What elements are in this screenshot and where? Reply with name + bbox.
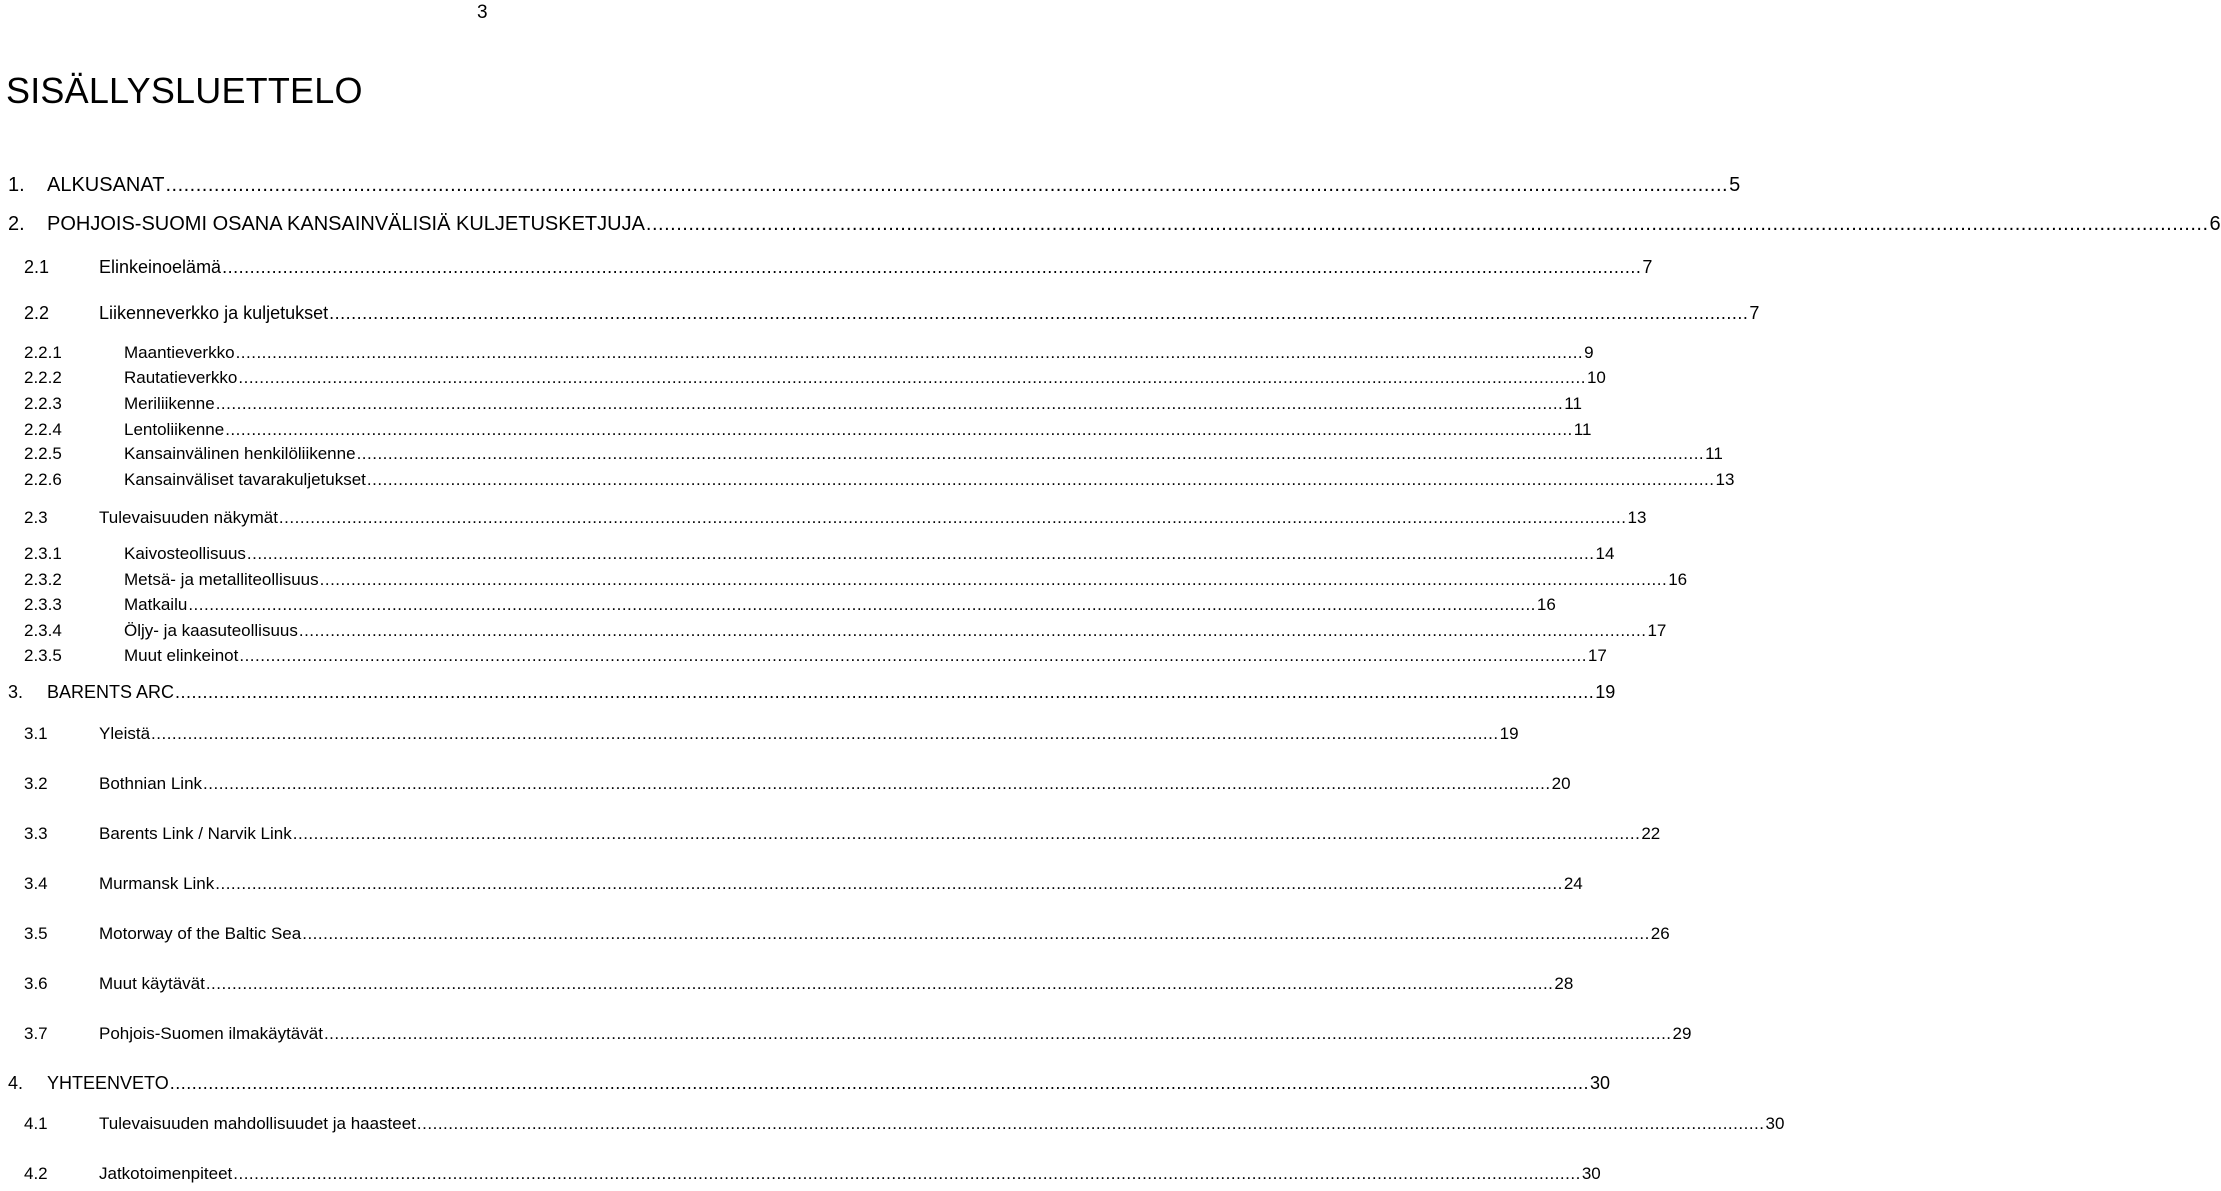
toc-entry[interactable] [0, 1164, 1601, 1188]
toc-entry[interactable] [0, 544, 1615, 568]
toc-leader-dots: .................................................................................................................................................................................................................................................................. [235, 343, 1584, 362]
toc-entry-number: 2.2.6 [24, 470, 62, 489]
toc-entry-number: 3.2 [24, 774, 48, 793]
toc-entry-number: 2.2.2 [24, 368, 62, 387]
toc-entry-number: 2.2.1 [24, 343, 62, 362]
toc-leader-dots: .................................................................................................................................................................................................................................................................. [298, 621, 1647, 640]
toc-leader-dots: .................................................................................................................................................................................................................................................................. [416, 1114, 1765, 1133]
toc-leader-dots: .................................................................................................................................................................................................................................................................. [205, 974, 1554, 993]
toc-entry-page: 30 [1765, 1114, 1785, 1133]
toc-entry-page: 17 [1587, 646, 1607, 665]
toc-entry[interactable] [0, 420, 1592, 444]
toc-leader-dots: .................................................................................................................................................................................................................................................................. [246, 544, 1595, 563]
toc-entry-page: 16 [1668, 570, 1688, 589]
toc-entry-number: 2.3.3 [24, 595, 62, 614]
toc-entry-number: 3.4 [24, 874, 48, 893]
toc-entry-number: 2.3.5 [24, 646, 62, 665]
toc-entry-label: Kansainvälinen henkilöliikenne [124, 444, 356, 463]
toc-entry[interactable] [0, 368, 1606, 392]
toc-entry-number: 3.6 [24, 974, 48, 993]
toc-entry-label: Rautatieverkko [124, 368, 238, 387]
toc-entry[interactable] [0, 682, 1616, 706]
toc-entry[interactable] [0, 1024, 1692, 1048]
toc-entry[interactable] [0, 774, 1571, 798]
toc-entry-page: 30 [1581, 1164, 1601, 1183]
toc-entry-label: Öljy- ja kaasuteollisuus [124, 621, 298, 640]
toc-entry-number: 3.1 [24, 724, 48, 743]
toc-entry[interactable] [0, 646, 1607, 670]
toc-entry-number: 3. [8, 682, 24, 702]
toc-entry-page: 11 [1573, 420, 1592, 439]
toc-entry-page: 14 [1595, 544, 1615, 563]
toc-entry-page: 7 [1642, 257, 1653, 277]
toc-entry[interactable] [0, 470, 1735, 494]
toc-leader-dots: .................................................................................................................................................................................................................................................................. [292, 824, 1641, 843]
toc-entry[interactable] [0, 343, 1594, 367]
toc-entry-number: 1. [8, 174, 25, 196]
toc-leader-dots: .................................................................................................................................................................................................................................................................. [225, 420, 1573, 439]
toc-entry-page: 9 [1584, 343, 1594, 362]
toc-leader-dots: .................................................................................................................................................................................................................................................................. [239, 646, 1587, 665]
toc-entry-page: 28 [1554, 974, 1574, 993]
toc-entry-number: 3.3 [24, 824, 48, 843]
toc-entry-number: 2.2.3 [24, 394, 62, 413]
toc-entry-label: Kansainväliset tavarakuljetukset [124, 470, 366, 489]
toc-entry[interactable] [0, 303, 1760, 327]
toc-entry-label: POHJOIS-SUOMI OSANA KANSAINVÄLISIÄ KULJETUSKETJUJA [47, 213, 645, 235]
toc-leader-dots: .................................................................................................................................................................................................................................................................. [302, 924, 1650, 943]
toc-entry-page: 7 [1749, 303, 1760, 323]
toc-entry[interactable] [0, 174, 1741, 198]
toc-entry[interactable] [0, 724, 1519, 748]
toc-entry-number: 4.1 [24, 1114, 48, 1133]
toc-entry-number: 4. [8, 1073, 24, 1093]
toc-entry-label: Maantieverkko [124, 343, 235, 362]
toc-entry[interactable] [0, 570, 1688, 594]
toc-entry-label: Barents Link / Narvik Link [99, 824, 292, 843]
toc-leader-dots: .................................................................................................................................................................................................................................................................. [238, 368, 1586, 387]
toc-entry[interactable] [0, 1114, 1785, 1138]
toc-entry-label: Tulevaisuuden näkymät [99, 508, 278, 527]
toc-leader-dots: .................................................................................................................................................................................................................................................................. [169, 1073, 1589, 1093]
toc-entry-label: Jatkotoimenpiteet [99, 1164, 233, 1183]
toc-leader-dots: .................................................................................................................................................................................................................................................................. [329, 303, 1749, 323]
toc-entry-label: Yleistä [99, 724, 151, 743]
toc-leader-dots: .................................................................................................................................................................................................................................................................. [323, 1024, 1672, 1043]
toc-entry[interactable] [0, 257, 1653, 281]
toc-entry-label: YHTEENVETO [47, 1073, 169, 1093]
toc-entry[interactable] [0, 974, 1574, 998]
toc-entry-page: 5 [1729, 174, 1741, 196]
toc-entry-label: Bothnian Link [99, 774, 203, 793]
toc-entry-page: 22 [1641, 824, 1661, 843]
toc-entry-page: 19 [1595, 682, 1616, 702]
toc-leader-dots: .................................................................................................................................................................................................................................................................. [222, 257, 1642, 277]
toc-leader-dots: .................................................................................................................................................................................................................................................................. [215, 394, 1564, 413]
toc-entry-number: 2.3.4 [24, 621, 62, 640]
toc-entry-number: 3.7 [24, 1024, 48, 1043]
toc-entry-label: Motorway of the Baltic Sea [99, 924, 302, 943]
toc-entry-label: Lentoliikenne [124, 420, 225, 439]
toc-entry[interactable] [0, 824, 1661, 848]
toc-entry-number: 2.1 [24, 257, 50, 277]
toc-entry-page: 6 [2209, 213, 2221, 235]
page-title: SISÄLLYSLUETTELO [6, 70, 363, 111]
toc-entry-label: Pohjois-Suomen ilmakäytävät [99, 1024, 323, 1043]
page-number: 3 [477, 2, 488, 23]
toc-entry-number: 2.3.2 [24, 570, 62, 589]
toc-entry-page: 29 [1672, 1024, 1692, 1043]
toc-entry[interactable] [0, 394, 1582, 418]
toc-entry[interactable] [0, 621, 1667, 645]
toc-entry-page: 19 [1499, 724, 1519, 743]
toc-leader-dots: .................................................................................................................................................................................................................................................................. [278, 508, 1627, 527]
toc-entry[interactable] [0, 924, 1670, 948]
toc-leader-dots: .................................................................................................................................................................................................................................................................. [319, 570, 1668, 589]
toc-entry-page: 13 [1715, 470, 1735, 489]
toc-entry-page: 26 [1650, 924, 1670, 943]
toc-entry-number: 2.2 [24, 303, 50, 323]
toc-entry-label: Matkailu [124, 595, 188, 614]
toc-entry-page: 30 [1589, 1073, 1610, 1093]
toc-leader-dots: .................................................................................................................................................................................................................................................................. [356, 444, 1705, 463]
toc-entry-page: 13 [1627, 508, 1647, 527]
toc-leader-dots: .................................................................................................................................................................................................................................................................. [233, 1164, 1581, 1183]
toc-entry-page: 11 [1564, 394, 1582, 413]
toc-entry-label: ALKUSANAT [47, 174, 165, 196]
toc-entry-label: Kaivosteollisuus [124, 544, 246, 563]
toc-leader-dots: .................................................................................................................................................................................................................................................................. [175, 682, 1595, 702]
toc-entry-label: Meriliikenne [124, 394, 215, 413]
toc-entry[interactable] [0, 874, 1583, 898]
toc-leader-dots: .................................................................................................................................................................................................................................................................. [215, 874, 1563, 893]
toc-entry[interactable] [0, 508, 1647, 532]
toc-entry[interactable] [0, 1073, 1610, 1097]
toc-entry-label: Murmansk Link [99, 874, 215, 893]
toc-leader-dots: .................................................................................................................................................................................................................................................................. [203, 774, 1551, 793]
toc-entry-number: 2.2.4 [24, 420, 62, 439]
toc-entry-page: 10 [1586, 368, 1606, 387]
toc-entry-label: Tulevaisuuden mahdollisuudet ja haasteet [99, 1114, 416, 1133]
toc-leader-dots: .................................................................................................................................................................................................................................................................. [645, 213, 2209, 235]
toc-entry-label: BARENTS ARC [47, 682, 175, 702]
toc-entry-number: 2.2.5 [24, 444, 62, 463]
toc-entry-number: 3.5 [24, 924, 48, 943]
toc-entry-label: Liikenneverkko ja kuljetukset [99, 303, 329, 323]
toc-entry-label: Muut käytävät [99, 974, 205, 993]
toc-entry-number: 2.3.1 [24, 544, 62, 563]
toc-leader-dots: .................................................................................................................................................................................................................................................................. [188, 595, 1536, 614]
toc-entry-number: 2.3 [24, 508, 48, 527]
toc-leader-dots: .................................................................................................................................................................................................................................................................. [366, 470, 1715, 489]
toc-entry-label: Elinkeinoelämä [99, 257, 222, 277]
toc-entry[interactable] [0, 444, 1723, 468]
toc-entry-page: 20 [1551, 774, 1571, 793]
toc-entry[interactable] [0, 595, 1556, 619]
toc-entry-page: 24 [1563, 874, 1583, 893]
toc-entry-page: 11 [1705, 444, 1723, 463]
toc-entry-number: 2. [8, 213, 25, 235]
toc-entry-label: Muut elinkeinot [124, 646, 239, 665]
toc-leader-dots: .................................................................................................................................................................................................................................................................. [165, 174, 1729, 196]
toc-entry-page: 16 [1536, 595, 1556, 614]
toc-entry-number: 4.2 [24, 1164, 48, 1183]
toc-leader-dots: .................................................................................................................................................................................................................................................................. [151, 724, 1499, 743]
toc-entry-page: 17 [1647, 621, 1667, 640]
toc-entry-label: Metsä- ja metalliteollisuus [124, 570, 319, 589]
toc-entry[interactable] [0, 213, 2221, 237]
